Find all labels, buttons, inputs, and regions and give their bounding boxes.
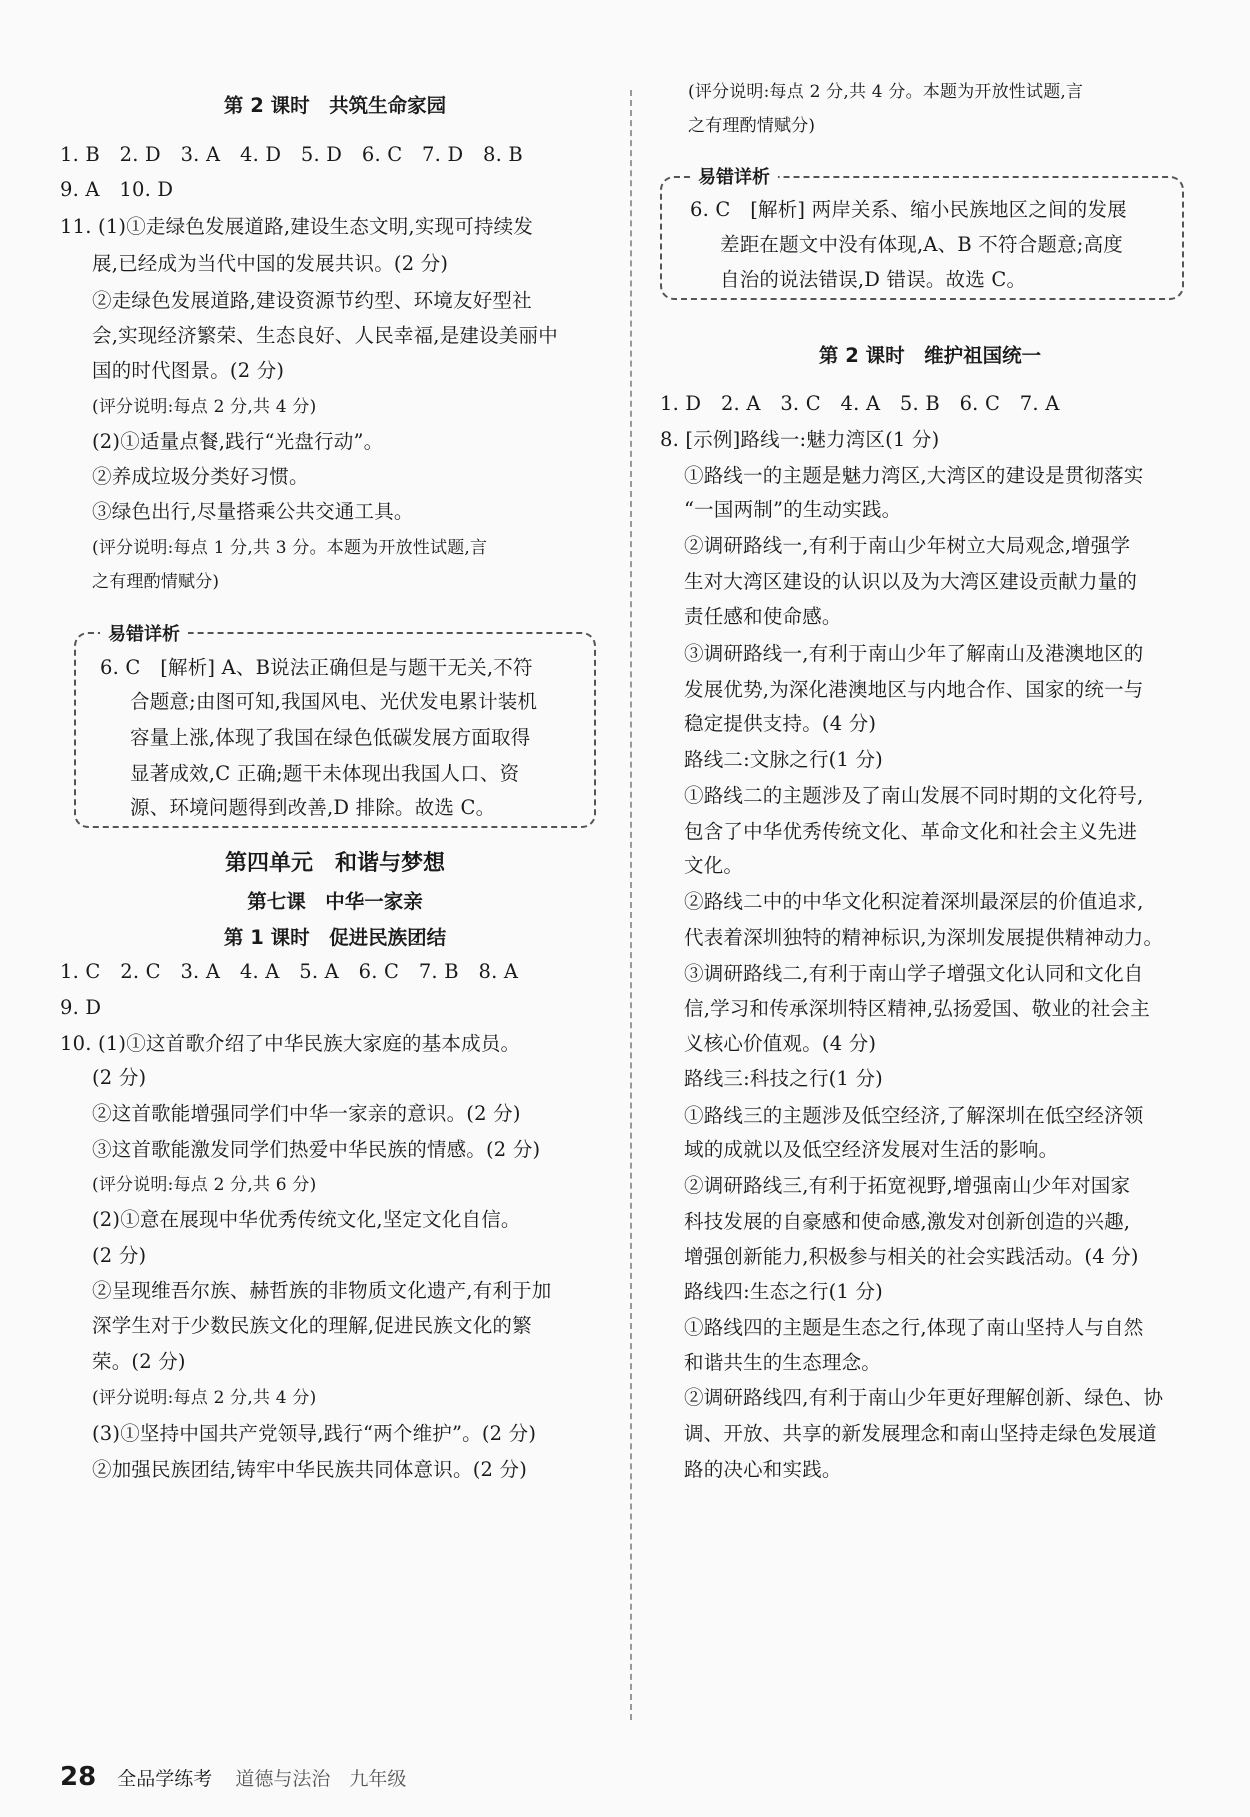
answer-line: ③调研路线一,有利于南山少年了解南山及港澳地区的 (684, 642, 1144, 665)
answer-line: (2)①意在展现中华优秀传统文化,坚定文化自信。 (92, 1208, 521, 1231)
answer-line: 1. C 2. C 3. A 4. A 5. A 6. C 7. B 8. A (60, 960, 519, 983)
answer-line: ③绿色出行,尽量搭乘公共交通工具。 (92, 500, 414, 523)
column-divider (630, 90, 632, 1720)
answer-line: 9. A 10. D (60, 178, 174, 201)
page-number: 28 (60, 1762, 97, 1792)
answer-line: 信,学习和传承深圳特区精神,弘扬爱国、敬业的社会主 (684, 997, 1150, 1020)
answer-line: ②调研路线三,有利于拓宽视野,增强南山少年对国家 (684, 1174, 1131, 1197)
analysis-line: 容量上涨,体现了我国在绿色低碳发展方面取得 (130, 726, 531, 749)
answer-line: 国的时代图景。(2 分) (92, 359, 285, 382)
answer-line: ②这首歌能增强同学们中华一家亲的意识。(2 分) (92, 1102, 521, 1125)
answer-line: (2 分) (92, 1244, 147, 1267)
answer-line: (3)①坚持中国共产党领导,践行“两个维护”。(2 分) (92, 1422, 537, 1445)
scoring-note: (评分说明:每点 2 分,共 6 分) (92, 1175, 317, 1195)
answer-line: 会,实现经济繁荣、生态良好、人民幸福,是建设美丽中 (92, 324, 558, 347)
scoring-note: 之有理酌情赋分) (688, 116, 816, 136)
answer-line: ②养成垃圾分类好习惯。 (92, 465, 309, 488)
error-analysis-title: 易错详析 (100, 620, 188, 646)
analysis-line: 自治的说法错误,D 错误。故选 C。 (720, 268, 1027, 291)
answer-line: ②调研路线一,有利于南山少年树立大局观念,增强学 (684, 534, 1131, 557)
answer-line: 生对大湾区建设的认识以及为大湾区建设贡献力量的 (684, 570, 1138, 593)
scoring-note: (评分说明:每点 2 分,共 4 分) (92, 1388, 317, 1408)
answer-line: 路线四:生态之行(1 分) (684, 1280, 883, 1303)
answer-line: ②调研路线四,有利于南山少年更好理解创新、绿色、协 (684, 1386, 1164, 1409)
answer-line: 1. D 2. A 3. C 4. A 5. B 6. C 7. A (660, 392, 1060, 415)
analysis-line: 源、环境问题得到改善,D 排除。故选 C。 (130, 796, 496, 819)
answer-line: ②路线二中的中华文化积淀着深圳最深层的价值追求, (684, 890, 1144, 913)
scoring-note: (评分说明:每点 2 分,共 4 分) (92, 397, 317, 417)
answer-line: 发展优势,为深化港澳地区与内地合作、国家的统一与 (684, 678, 1144, 701)
answer-line: ①路线一的主题是魅力湾区,大湾区的建设是贯彻落实 (684, 464, 1144, 487)
scoring-note: (评分说明:每点 2 分,共 4 分。本题为开放性试题,言 (688, 82, 1084, 102)
lesson-title: 第七课 中华一家亲 (247, 890, 423, 913)
answer-line: 域的成就以及低空经济发展对生活的影响。 (684, 1138, 1059, 1161)
unit-title: 第四单元 和谐与梦想 (224, 851, 445, 876)
answer-line: 路线三:科技之行(1 分) (684, 1067, 883, 1090)
answer-line: “一国两制”的生动实践。 (684, 498, 902, 521)
analysis-line: 差距在题文中没有体现,A、B 不符合题意;高度 (720, 233, 1123, 256)
answer-line: 11. (1)①走绿色发展道路,建设生态文明,实现可持续发 (60, 215, 534, 238)
answer-line: 代表着深圳独特的精神标识,为深圳发展提供精神动力。 (684, 926, 1164, 949)
answer-line: ②呈现维吾尔族、赫哲族的非物质文化遗产,有利于加 (92, 1279, 552, 1302)
answer-line: 科技发展的自豪感和使命感,激发对创新创造的兴趣, (684, 1210, 1131, 1233)
answer-line: 8. [示例]路线一:魅力湾区(1 分) (660, 428, 940, 451)
answer-line: 深学生对于少数民族文化的理解,促进民族文化的繁 (92, 1314, 532, 1337)
answer-line: (2 分) (92, 1066, 147, 1089)
answer-line: 义核心价值观。(4 分) (684, 1032, 877, 1055)
answer-line: 增强创新能力,积极参与相关的社会实践活动。(4 分) (684, 1245, 1139, 1268)
answer-line: 路线二:文脉之行(1 分) (684, 748, 883, 771)
analysis-line: 6. C [解析] 两岸关系、缩小民族地区之间的发展 (690, 198, 1127, 221)
answer-line: 稳定提供支持。(4 分) (684, 712, 877, 735)
analysis-line: 6. C [解析] A、B说法正确但是与题干无关,不符 (100, 656, 533, 679)
answer-line: 荣。(2 分) (92, 1350, 186, 1373)
section-heading: 第 2 课时 共筑生命家园 (223, 94, 447, 117)
answer-line: ②加强民族团结,铸牢中华民族共同体意识。(2 分) (92, 1458, 528, 1481)
scoring-note: (评分说明:每点 1 分,共 3 分。本题为开放性试题,言 (92, 538, 488, 558)
analysis-line: 合题意;由图可知,我国风电、光伏发电累计装机 (130, 690, 538, 713)
brand-name: 全品学练考 (117, 1767, 213, 1790)
subject-label: 道德与法治 九年级 (235, 1767, 407, 1790)
answer-line: 1. B 2. D 3. A 4. D 5. D 6. C 7. D 8. B (60, 143, 523, 166)
answer-line: 10. (1)①这首歌介绍了中华民族大家庭的基本成员。 (60, 1032, 521, 1055)
answer-line: 责任感和使命感。 (684, 605, 842, 628)
answer-line: 9. D (60, 996, 102, 1019)
answer-line: ①路线四的主题是生态之行,体现了南山坚持人与自然 (684, 1316, 1144, 1339)
analysis-line: 显著成效,C 正确;题干未体现出我国人口、资 (130, 762, 520, 785)
answer-line: 包含了中华优秀传统文化、革命文化和社会主义先进 (684, 820, 1138, 843)
section-heading: 第 1 课时 促进民族团结 (223, 926, 447, 949)
answer-line: (2)①适量点餐,践行“光盘行动”。 (92, 430, 384, 453)
answer-line: 和谐共生的生态理念。 (684, 1351, 882, 1374)
answer-line: ①路线二的主题涉及了南山发展不同时期的文化符号, (684, 784, 1144, 807)
scoring-note: 之有理酌情赋分) (92, 572, 220, 592)
page-footer (60, 1762, 406, 1796)
error-analysis-title: 易错详析 (690, 163, 778, 189)
answer-line: 展,已经成为当代中国的发展共识。(2 分) (92, 252, 449, 275)
answer-line: 文化。 (684, 854, 744, 877)
answer-line: 路的决心和实践。 (684, 1458, 842, 1481)
answer-line: ①路线三的主题涉及低空经济,了解深圳在低空经济领 (684, 1104, 1144, 1127)
answer-line: ②走绿色发展道路,建设资源节约型、环境友好型社 (92, 289, 532, 312)
answer-line: 调、开放、共享的新发展理念和南山坚持走绿色发展道 (684, 1422, 1157, 1445)
answer-line: ③这首歌能激发同学们热爱中华民族的情感。(2 分) (92, 1138, 541, 1161)
answer-line: ③调研路线二,有利于南山学子增强文化认同和文化自 (684, 962, 1144, 985)
section-heading: 第 2 课时 维护祖国统一 (818, 344, 1042, 367)
